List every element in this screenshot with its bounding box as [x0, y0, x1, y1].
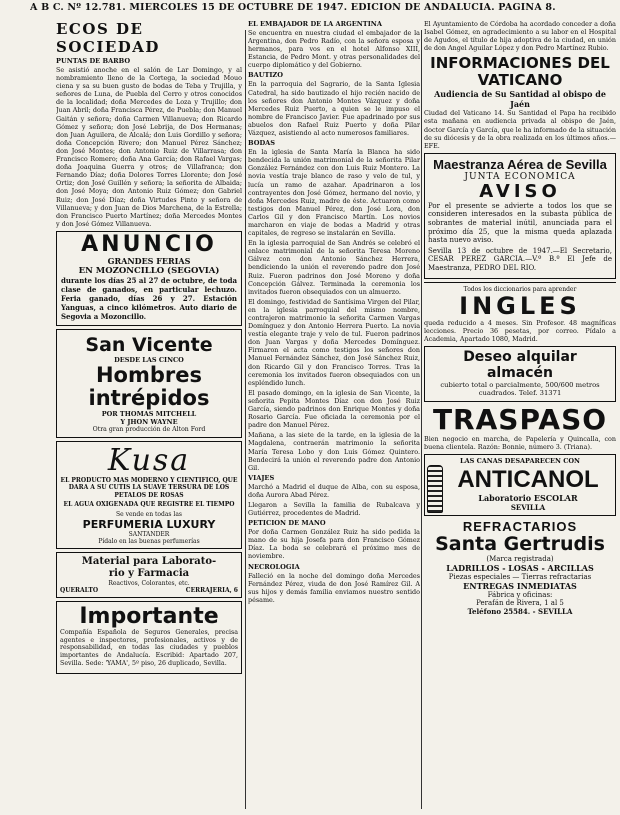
article-body: Se encuentra en nuestra ciudad el embajador de la Argentina, don Pedro Radío, con la señora esposa y hermanos, para vos en el hotel Alfonso XIII, Estancia, de Pedro Mont. y otras personalidades del cuerpo diplomático y del Gobierno. [248, 29, 420, 70]
store-name: PERFUMERIA LUXURY [82, 517, 216, 531]
ad-title: REFRACTARIOS [462, 519, 578, 535]
ad-body: ENTREGAS INMEDIATAS [463, 581, 577, 592]
article-headline: Audiencia de Su Santidad al obispo de Jaén [434, 89, 606, 110]
maestranza-notice [424, 153, 616, 279]
article-body: Falleció en la noche del domingo doña Mercedes Fernández Pérez, viuda de don José Ramírez Gil. A sus hijos y demás familia enviamos nuestro sentido pésame. [248, 571, 420, 604]
column-rule [245, 30, 246, 809]
article-body: En la parroquia del Sagrario, de la Santa Iglesia Catedral, ha sido bautizado el hijo recién nacido de los señores don Antonio Montes Vázquez y doña Mercedes Ruiz Puerto, a quien se le impuso el nombre de Francisco Javier. Fue apadrinado por sus abuelos don Rafael Ruiz Puerto y doña Pilar Vázquez, asistiendo al acto numerosos familiares. [248, 80, 420, 138]
ad-title: Importante [79, 603, 219, 629]
ad-title: Material para Laborato- [81, 555, 217, 567]
ad-body: durante los días 25 al 27 de octubre, de toda clase de ganados, en particular lechuzo. Feria ganado, días 26 y 27. Estación Yanguas, a cinco kilómetros. Auto diario de Segovia a Mozoncillo. [61, 275, 237, 321]
brand-logo: Kusa [107, 442, 191, 478]
perfume-ad [56, 441, 242, 549]
anuncio-ad [56, 231, 242, 326]
article-body: Ciudad del Vaticano 14. Su Santidad el Papa ha recibido esta mañana en audiencia privada al obispo de Jaén, doctor García y García, que le ha informado de la situación de su diócesis y de la obra realizada en los últimos años.—EFE. [424, 109, 616, 150]
article-body: El Ayuntamiento de Córdoba ha acordado conceder a doña Isabel Gómez, en agradecimiento a su labor en el Hospital de Agudos, el título de hija adoptiva de la ciudad, en unión de don Angel Aguilar López y don Pedro Martínez Rubio. [424, 20, 616, 53]
cinema-schedule: DESDE LAS CINCO [114, 355, 184, 364]
article-body: En la iglesia de Santa María la Blanca ha sido bendecida la unión matrimonial de la señorita Pilar González Fernández con don Luis Ruiz Montero. La novia vestía traje blanco de raso y velo de tul, y lucía un ramo de azahar. Apadrinaron a los contrayentes don José Gómez, hermano del novio, y doña Mercedes Ruiz, madre de éste. Actuaron como testigos don Manuel Pérez, don José Lora, don Carlos Gil y don Francisco Martín. Los novios marcharon en viaje de bodas a Madrid y otras capitales, de regreso se instalarán en Sevilla. [248, 148, 420, 238]
article-body: Llegaron a Sevilla la familia de Rubalcava y Gutiérrez, procedentes de Madrid. [248, 500, 420, 518]
ad-subtitle: (Marca registrada) [486, 555, 554, 564]
subhead: PUNTAS DE BARBO [56, 57, 131, 65]
ad-city: QUERALTO [60, 586, 99, 594]
article-body: En la iglesia parroquial de San Andrés se celebró el enlace matrimonial de la señorita Teresa Moreno Gálvez con don Antonio Sánchez Herrera, bendiciendo la unión el reverendo padre don José Ruiz. Fueron padrinos don José Moreno y doña Concepción Gálvez. Terminada la ceremonia los invitados fueron obsequiados con un almuerzo. [248, 239, 420, 296]
subhead: BODAS [248, 139, 276, 148]
ad-body: EL PRODUCTO MAS MODERNO Y CIENTIFICO, QUE DARA A SU CUTIS LA SUAVE TERSURA DE LOS PETALOS DE ROSAS [60, 476, 238, 499]
notice-body: Por el presente se advierte a todos los que se consideren interesados en la subasta pública de sobrantes de material inútil, anunciada para el próximo día 25, que la misma queda aplazada hasta nuevo aviso. [428, 201, 612, 245]
ad-footer: Pídalo en las buenas perfumerías [98, 537, 200, 545]
ad-body: Se vende en todas las [116, 510, 182, 518]
notice-subtitle: JUNTA ECONOMICA [464, 171, 576, 182]
ad-body: EL AGUA OXIGENADA QUE REGISTRE EL TIEMPO [63, 501, 235, 509]
ad-body: LADRILLOS - LOSAS - ARCILLAS [446, 563, 594, 574]
notice-signature: Sevilla 13 de octubre de 1947.—El Secretario, CESAR PEREZ GARCIA.—V.º B.º El Jefe de Maestranza, PEDRO DEL RIO. [428, 246, 612, 272]
column-rule [421, 30, 422, 809]
ad-body: Bien negocio en marcha, de Papelería y Quincalla, con buena clientela. Razón: Bonnie, número 3. (Triana). [424, 435, 616, 452]
article-body: Se asistió anoche en el salón de Lar Domingo, y al nombramiento lleno de la Cortega, la sociedad Mouo ciena y sa su buen gusto de bodas de Teba y Trujilla, y señores de Luna, de Puebla del Cerro y otros conocidos de la localidad; doña Mercedes de Loza y Trujillo; don Juan Abril; doña Francisca Pérez, de Puebla; don Manuel Gaitán y señora; doña Carmen Villanueva; don Ricardo Gómez y señora; don José Lebrija, de Dos Hermanas; don Juan Aguilera, de Alcalá; don Luis Gordillo y señora; doña Concepción Rivero; don Manuel Pérez Sánchez; don José Montes; don Antonio Ruiz de Villarrasa; don Francisco Romero; doña Ana García; don Rafael Vargas; doña Joaquina Guerra y otros; de Villafranca; don Fernando Díaz; doña Dolores Torres Llorente; don José Ortiz; don José Guillén y señora; la señorita de Albaida; don José Moya; don Antonio Ruiz Gómez; don Gabriel Ruiz; don José Díaz; doña Virtudes Pinto y señora de Villanueva; y don Juan de Dios Marchena, de la Estrella; don Francisco Puerto Martínez; doña Mercedes Montes y don José Gómez Villanueva. [56, 66, 242, 228]
ad-street: CERRAJERIA, 6 [185, 586, 238, 594]
ad-preline: LAS CANAS DESAPARECEN CON [460, 457, 580, 466]
subhead: NECROLOGIA [248, 562, 300, 571]
section-title: INFORMACIONES DEL VATICANO [430, 54, 610, 90]
subhead: EL EMBAJADOR DE LA ARGENTINA [248, 20, 382, 28]
divider [424, 282, 616, 283]
ad-body: Reactivos, Colorantes, etc. [108, 579, 190, 587]
cinema-venue: San Vicente [85, 333, 213, 356]
ad-city: SEVILLA [510, 502, 546, 512]
subhead: BAUTIZO [248, 71, 283, 80]
section-title: ECOS DE SOCIEDAD [56, 20, 160, 56]
store-city: SANTANDER [128, 530, 170, 538]
ad-body: queda reducido a 4 meses. Sin Profesor. 48 magníficas lecciones. Precio 36 pesetas, por correo. Pídalo a Academia, Apartado 1080, Madrid. [424, 318, 616, 343]
ad-title: Santa Gertrudis [435, 533, 605, 556]
importante-ad [56, 601, 242, 674]
ad-address: Perafán de Rivera, 1 al 5 [476, 599, 564, 608]
cast-line: Y JHON WAYNE [120, 417, 178, 426]
film-title: intrépidos [88, 385, 210, 410]
ad-title: almacén [486, 364, 554, 381]
ad-subtitle: GRANDES FERIAS [107, 255, 191, 266]
anticanol-ad [424, 454, 616, 516]
almacen-ad [424, 346, 616, 402]
article-body: El domingo, festividad de Santísima Virgen del Pilar, en la iglesia parroquial del mismo nombre, contrajeron matrimonio la señorita Carmen Vargas Domínguez y don Antonio Herrera Puerto. La novia vestía elegante traje y velo de tul. Fueron padrinos don Juan Vargas y doña Mercedes Domínguez. Firmaron el acta como testigos los señores don Manuel Fernández Sánchez, don José Sánchez Ruiz, don Ricardo Gil y don Francisco Torres. Tras la ceremonia los invitados fueron obsequiados con un espléndido lunch. [248, 297, 420, 387]
article-body: Marchó a Madrid el duque de Alba, con su esposa, doña Aurora Abad Pérez. [248, 482, 420, 499]
column-1 [56, 16, 242, 815]
ad-body: cubierto total o parcialmente, 500/600 metros cuadrados. Telef. 31371 [440, 380, 600, 397]
cast-line: POR THOMAS MITCHELL [101, 409, 197, 418]
cinema-ad [56, 329, 242, 438]
column-3 [424, 16, 616, 815]
ad-preline: Todos los diccionarios para aprender [463, 285, 577, 293]
ad-title: INGLES [459, 291, 581, 320]
ad-title: rio y Farmacia [108, 567, 190, 579]
ad-phone: Teléfono 25584. - SEVILLA [467, 607, 573, 617]
ad-body: Piezas especiales — Tierras refractarias [448, 573, 592, 582]
page-header: A B C. Nº 12.781. MIERCOLES 15 DE OCTUBRE DE 1947. EDICION DE ANDALUCIA. PAGINA 8. [30, 2, 556, 13]
ad-body: Fábrica y oficinas: [487, 591, 553, 600]
ad-body: Compañía Española de Seguros Generales, precisa agentes e inspectores, profesionales, activos y de responsabilidad, en todas las ciudades y pueblos importantes de Andalucía. Escribid: Apartado 207, Sevilla. Sede: 'YAMA', 5º piso, 26 duplicado, Sevilla. [60, 628, 238, 668]
article-body: El pasado domingo, en la iglesia de San Vicente, la señorita Pepita Montes Díaz con don José Ruiz García, siendo padrinos don Enrique Montes y doña Rosario García. Fue oficiada la ceremonia por el padre don Manuel Pérez. [248, 388, 420, 430]
cinema-tagline: Otra gran producción de Alton Ford [92, 425, 206, 433]
ad-title: ANTICANOL [457, 465, 599, 493]
ad-title: Deseo alquilar [463, 348, 577, 365]
ad-subtitle: EN MOZONCILLO (SEGOVIA) [78, 265, 220, 276]
subhead: VIAJES [248, 473, 275, 482]
ad-title: ANUNCIO [81, 231, 217, 257]
article-body: Por doña Carmen González Ruiz ha sido pedida la mano de su hija Josefa para don Francisco Gómez Díaz. La boda se celebrará el próximo mes de noviembre. [248, 528, 420, 561]
ad-title: TRASPASO [432, 403, 608, 437]
ad-subtitle: Laboratorio ESCOLAR [478, 492, 578, 503]
column-2 [248, 16, 420, 815]
subhead: PETICION DE MANO [248, 519, 326, 528]
bottle-icon [427, 465, 443, 513]
film-title: Hombres [95, 362, 202, 387]
lab-ad [56, 552, 242, 598]
notice-title: Maestranza Aérea de Sevilla [433, 156, 607, 172]
notice-heading: AVISO [479, 180, 561, 202]
article-body: Mañana, a las siete de la tarde, en la iglesia de la Magdalena, contraerán matrimonio la señorita María Teresa Lobo y don Luis Gómez Quintero. Bendecirá la unión el reverendo padre don Antonio Gil. [248, 431, 420, 472]
